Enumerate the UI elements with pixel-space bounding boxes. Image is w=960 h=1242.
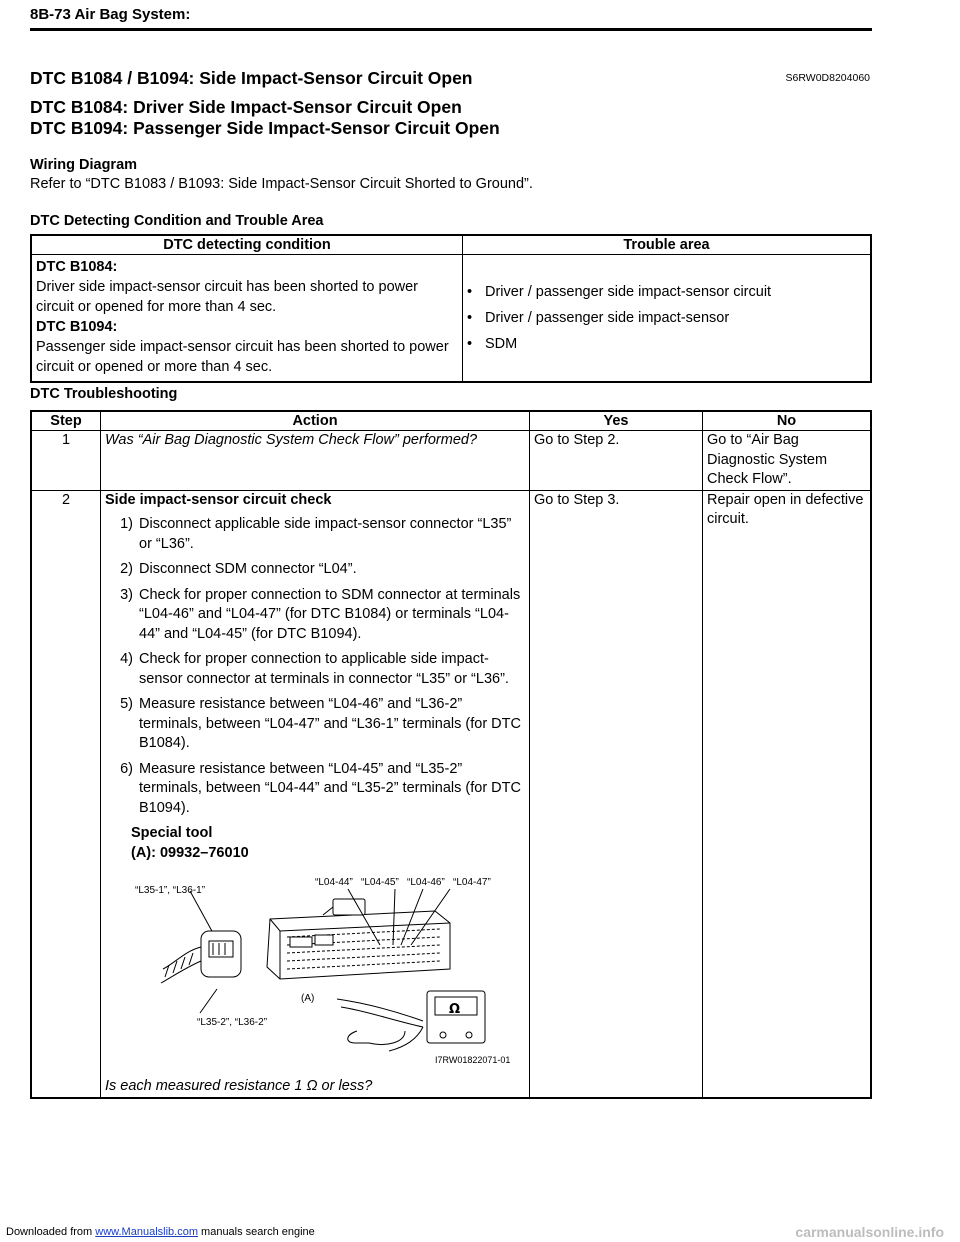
header-rule [30,28,872,31]
label-l04-46: “L04-46” [407,877,445,888]
table-row [31,490,871,1098]
special-tool-label: Special tool [131,825,213,841]
subtitle-b1094: DTC B1094: Passenger Side Impact-Sensor Circuit Open [30,118,500,138]
condition-cell [31,255,463,383]
doc-code: S6RW0D8204060 [785,72,870,84]
substep: 1) Disconnect applicable side impact-sensor connector “L35” or “L36”. [120,516,512,552]
substep: 5) Measure resistance between “L04-46” and “L36-2” terminals, between “L04-47” and “L36-1” terminals (for DTC B1084). [120,696,521,751]
substep: 3) Check for proper connection to SDM connector at terminals “L04-46” and “L04-47” (for DTC B1084) or terminals “L04-44” and “L04-45” (for DTC B1094). [120,586,521,642]
step2-yes: Go to Step 3. [530,490,703,1098]
troubleshooting-heading: DTC Troubleshooting [30,386,178,402]
condition-b1094: Passenger side impact-sensor circuit has been shorted to power circuit or opened or more than 4 sec. [36,339,449,375]
table-row [31,431,871,491]
condition-b1084: Driver side impact-sensor circuit has been shorted to power circuit or opened for more than 4 sec. [36,279,418,315]
troubleshooting-table [30,410,872,1099]
label-l35-2: “L35-2”, “L36-2” [197,1017,268,1028]
step1-yes: Go to Step 2. [530,431,703,491]
wiring-text: Refer to “DTC B1083 / B1093: Side Impact-Sensor Circuit Shorted to Ground”. [30,176,533,192]
step2-title: Side impact-sensor circuit check [105,491,332,508]
doc-title: DTC B1084 / B1094: Side Impact-Sensor Circuit Open [30,68,473,88]
col-action: Action [101,411,530,431]
trouble-item: • Driver / passenger side impact-sensor circuit [467,284,772,300]
connector-figure [105,871,525,1071]
label-l35-1: “L35-1”, “L36-1” [135,885,206,896]
label-a: (A) [301,993,315,1004]
label-l04-45: “L04-45” [361,877,399,888]
code-b1084: DTC B1084: [36,259,118,275]
manualslib-link[interactable]: www.Manualslib.com [95,1226,198,1238]
code-b1094: DTC B1094: [36,319,118,335]
step2-action [101,490,530,1098]
figure-code: I7RW01822071-01 [435,1055,511,1065]
step2-question: Is each measured resistance 1 Ω or less? [105,1078,373,1094]
step1-action: Was “Air Bag Diagnostic System Check Flow” performed? [101,431,530,491]
substep: 2) Disconnect SDM connector “L04”. [120,561,357,577]
col-trouble: Trouble area [463,235,872,255]
ohm-symbol: Ω [449,1002,461,1017]
watermark: carmanualsonline.info [795,1224,944,1240]
wiring-heading: Wiring Diagram [30,157,138,173]
col-step: Step [31,411,101,431]
col-no: No [703,411,872,431]
download-footer: Downloaded from www.Manualslib.com manuals search engine [6,1226,315,1238]
step-number: 1 [31,431,101,491]
detecting-heading: DTC Detecting Condition and Trouble Area [30,213,324,229]
col-yes: Yes [530,411,703,431]
trouble-item: • Driver / passenger side impact-sensor [467,310,730,326]
step-number: 2 [31,490,101,1098]
step1-no: Go to “Air Bag Diagnostic System Check Flow”. [703,431,872,491]
page-header: 8B-73 Air Bag System: [30,6,191,23]
substep: 4) Check for proper connection to applicable side impact-sensor connector at terminals in connector “L35” or “L36”. [120,651,509,687]
col-condition: DTC detecting condition [31,235,463,255]
trouble-item: • SDM [467,336,518,352]
label-l04-47: “L04-47” [453,877,491,888]
special-tool-value: (A): 09932–76010 [131,844,249,861]
detecting-table [30,234,872,383]
subtitle-b1084: DTC B1084: Driver Side Impact-Sensor Circuit Open [30,97,462,117]
label-l04-44: “L04-44” [315,877,353,888]
trouble-cell [463,255,872,383]
substep: 6) Measure resistance between “L04-45” and “L35-2” terminals, between “L04-44” and “L35-2” terminals (for DTC B1094). [120,760,521,816]
connector-diagram [105,871,525,1071]
step2-no: Repair open in defective circuit. [703,490,872,1098]
